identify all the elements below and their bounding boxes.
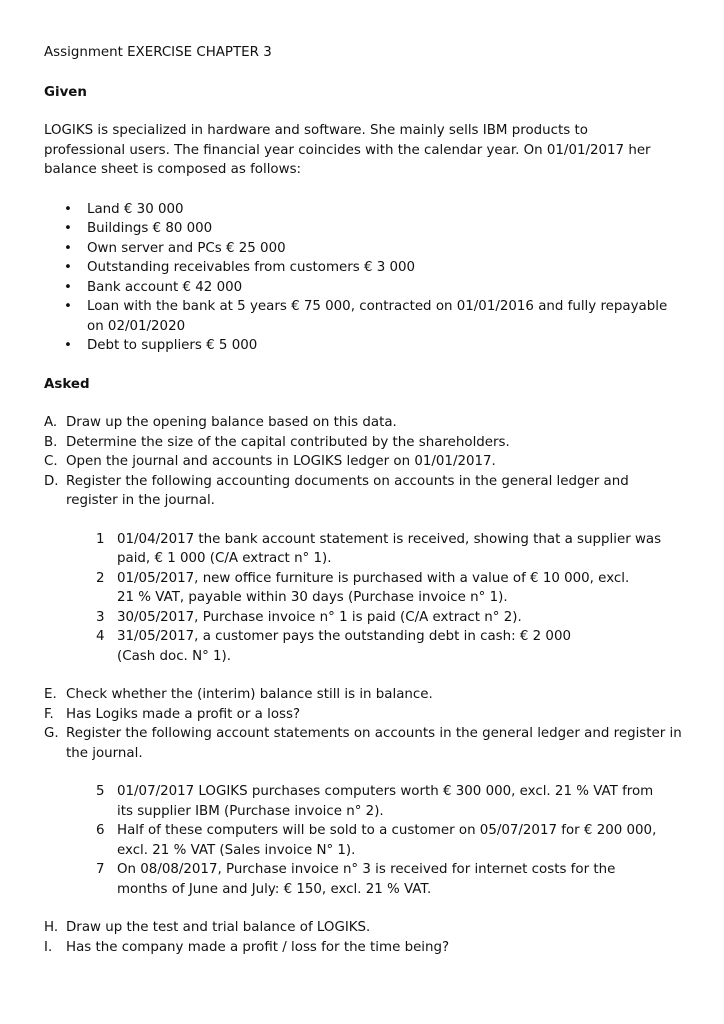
question-item xyxy=(44,705,684,725)
document-text: 01/04/2017 the bank account statement is received, showing that a supplier was paid, € 1 000 (C/A extract n° 1). xyxy=(117,531,662,566)
question-item xyxy=(44,433,684,453)
question-text: Open the journal and accounts in LOGIKS ledger on 01/01/2017. xyxy=(66,454,496,469)
question-item xyxy=(44,452,684,472)
documents-list-1 xyxy=(44,530,684,667)
document-text: On 08/08/2017, Purchase invoice n° 3 is received for internet costs for the months of June and July: € 150, excl. 21 % VAT. xyxy=(117,862,616,897)
list-item: • Buildings € 80 000 xyxy=(44,219,684,239)
document-title: Assignment EXERCISE CHAPTER 3 xyxy=(44,45,272,60)
question-item xyxy=(44,685,684,705)
questions-list-e xyxy=(44,685,684,763)
document-number: 6 xyxy=(96,823,105,838)
document-number: 3 xyxy=(96,609,105,625)
document-item xyxy=(44,530,684,569)
documents-list-2 xyxy=(44,782,684,899)
question-letter: H. xyxy=(44,920,59,935)
list-item: • Loan with the bank at 5 years € 75 000, contracted on 01/01/2016 and fully repayable on 02/01/2020 xyxy=(44,297,684,336)
balance-items-list xyxy=(44,200,684,356)
document-item xyxy=(44,860,684,899)
list-item: • Bank account € 42 000 xyxy=(44,278,684,298)
question-text: Draw up the opening balance based on this data. xyxy=(66,415,397,430)
document-number: 5 xyxy=(96,784,105,799)
question-item xyxy=(44,918,684,938)
document-number: 2 xyxy=(96,570,105,586)
document-text: 01/05/2017, new office furniture is purchased with a value of € 10 000, excl. 21 % VAT, payable within 30 days (Purchase invoice n° 1). xyxy=(117,570,630,605)
document-number: 7 xyxy=(96,862,105,877)
document-item xyxy=(44,608,684,628)
question-item xyxy=(44,938,684,958)
questions-list-h xyxy=(44,918,684,957)
question-letter: I. xyxy=(44,939,53,955)
question-text: Check whether the (interim) balance still is in balance. xyxy=(66,687,433,702)
question-letter: F. xyxy=(44,706,54,722)
question-letter: E. xyxy=(44,687,57,702)
document-item xyxy=(44,569,684,608)
list-item: • Land € 30 000 xyxy=(44,200,684,220)
question-text: Has Logiks made a profit or a loss? xyxy=(66,706,301,722)
list-item: • Own server and PCs € 25 000 xyxy=(44,239,684,259)
asked-heading: Asked xyxy=(44,376,90,392)
document-page xyxy=(44,43,684,976)
list-item: • Debt to suppliers € 5 000 xyxy=(44,336,684,356)
intro-paragraph: LOGIKS is specialized in hardware and software. She mainly sells IBM products to professional users. The financial year coincides with the calendar year. On 01/01/2017 her balance sheet is composed as follows: xyxy=(44,123,651,177)
question-text: Has the company made a profit / loss for the time being? xyxy=(66,939,450,955)
question-item xyxy=(44,724,684,763)
question-text: Register the following accounting documents on accounts in the general ledger and register in the journal. xyxy=(66,473,629,508)
document-item xyxy=(44,627,684,666)
document-item xyxy=(44,782,684,821)
question-item xyxy=(44,413,684,433)
question-item xyxy=(44,472,684,511)
document-text: Half of these computers will be sold to a customer on 05/07/2017 for € 200 000, excl. 21 % VAT (Sales invoice N° 1). xyxy=(117,823,657,858)
question-letter: B. xyxy=(44,434,58,450)
document-item xyxy=(44,821,684,860)
question-text: Register the following account statements on accounts in the general ledger and register in the journal. xyxy=(66,726,682,761)
given-heading: Given xyxy=(44,84,87,100)
question-letter: A. xyxy=(44,415,58,430)
document-text: 30/05/2017, Purchase invoice n° 1 is paid (C/A extract n° 2). xyxy=(117,609,522,625)
document-number: 4 xyxy=(96,629,105,644)
question-text: Draw up the test and trial balance of LOGIKS. xyxy=(66,920,371,935)
question-text: Determine the size of the capital contributed by the shareholders. xyxy=(66,434,510,450)
question-letter: D. xyxy=(44,473,59,489)
question-letter: G. xyxy=(44,726,59,741)
questions-list-a xyxy=(44,413,684,511)
document-text: 31/05/2017, a customer pays the outstanding debt in cash: € 2 000 (Cash doc. N° 1). xyxy=(117,629,571,664)
document-number: 1 xyxy=(96,531,105,547)
question-letter: C. xyxy=(44,454,58,469)
list-item: • Outstanding receivables from customers € 3 000 xyxy=(44,258,684,278)
document-text: 01/07/2017 LOGIKS purchases computers worth € 300 000, excl. 21 % VAT from its supplier IBM (Purchase invoice n° 2). xyxy=(117,784,654,819)
